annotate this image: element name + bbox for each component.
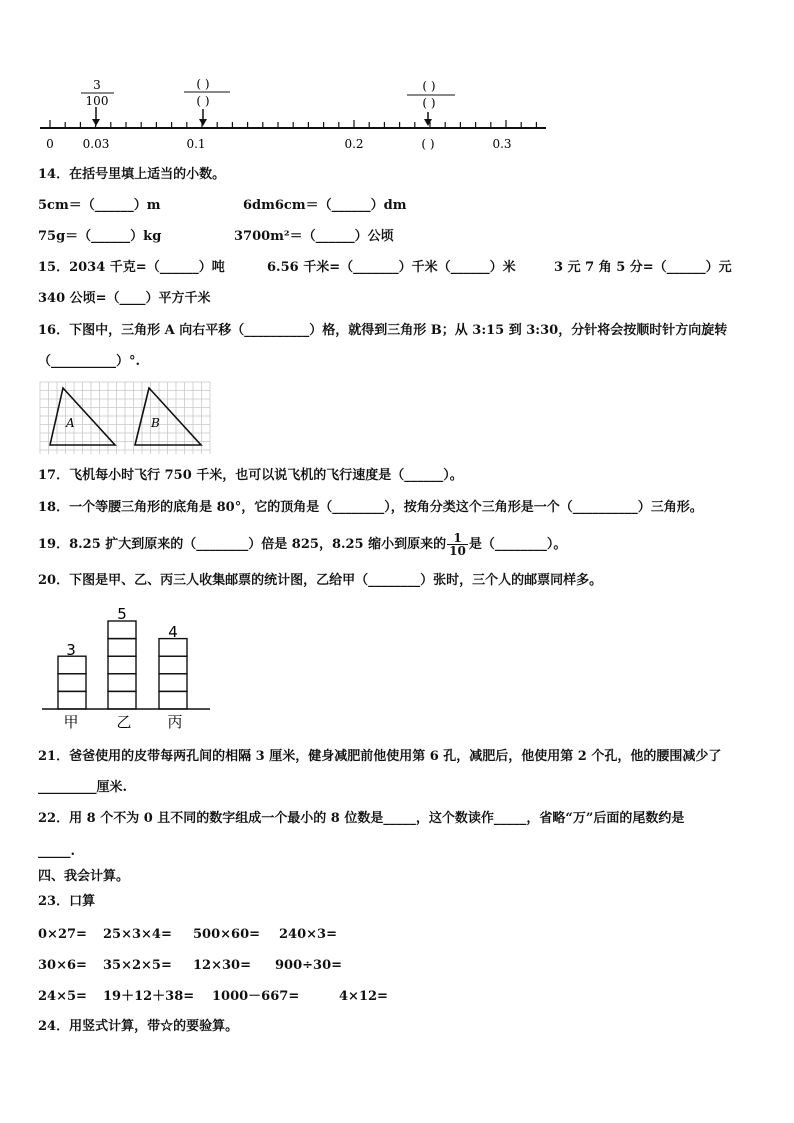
- triangle-b: [135, 388, 201, 445]
- q15-part-3: 3 元 7 角 5 分=（______）元: [554, 260, 732, 275]
- q19-text-before: 19．8.25 扩大到原来的（________）倍是 825，8.25 缩小到原来的: [38, 537, 447, 552]
- q14-item-3: 75g＝（______）kg: [38, 229, 162, 244]
- pointer-arrow-head: [92, 119, 100, 126]
- question-18: 18．一个等腰三角形的底角是 80°，它的顶角是（________），按角分类这个三角形是一个（__________）三角形。: [38, 500, 703, 515]
- blank-fraction-denominator: ( ): [422, 96, 436, 110]
- oral-calc-r1-c1: 0×27=: [38, 927, 87, 942]
- name-label-yi: 乙: [116, 713, 132, 731]
- oral-calc-r2-c2: 35×2×5=: [103, 958, 172, 973]
- oral-calc-r1-c2: 25×3×4=: [103, 927, 172, 942]
- count-label-jia: 3: [66, 641, 76, 659]
- oral-calc-r3-c1: 24×5=: [38, 989, 87, 1004]
- q22-line-1: 22．用 8 个不为 0 且不同的数字组成一个最小的 8 位数是_____，这个数读作_____，省略“万”后面的尾数约是: [38, 811, 685, 826]
- q16-line-1: 16．下图中，三角形 A 向右平移（__________）格，就得到三角形 B；从 3:15 到 3:30，分针将会按顺时针方向旋转: [38, 323, 728, 338]
- section-4-heading: 四、我会计算。: [38, 869, 130, 884]
- triangle-a-label: A: [66, 416, 75, 430]
- tick-label-0: 0: [46, 137, 54, 151]
- fraction-3-100-denominator: 100: [85, 94, 109, 108]
- stamp-block: [159, 691, 187, 709]
- q21-line-2: _________厘米.: [38, 780, 128, 795]
- stamp-block: [58, 691, 86, 709]
- question-24: 24．用竖式计算，带☆的要验算。: [38, 1019, 239, 1034]
- pointer-arrow-head: [199, 119, 207, 126]
- stamp-block: [108, 621, 136, 639]
- tick-label-0.2: 0.2: [344, 137, 364, 151]
- translation-grid-figure: [38, 380, 214, 456]
- number-line-figure: [36, 76, 556, 156]
- count-label-yi: 5: [117, 605, 127, 623]
- stamp-block: [159, 639, 187, 657]
- question-14-title: 14．在括号里填上适当的小数。: [38, 167, 226, 182]
- stamp-block: [159, 656, 187, 674]
- tick-label-0.03: 0.03: [82, 137, 110, 151]
- name-label-bing: 丙: [167, 713, 183, 731]
- blank-fraction-numerator: ( ): [196, 77, 210, 91]
- q16-line-2: （__________）°.: [38, 354, 141, 369]
- stamps-stack-chart: [38, 602, 214, 732]
- q22-line-2: _____.: [38, 844, 76, 859]
- stamp-block: [108, 674, 136, 692]
- oral-calc-r3-c3: 1000－667=: [212, 989, 300, 1004]
- triangle-b-label: B: [151, 416, 160, 430]
- blank-fraction-numerator: ( ): [422, 79, 436, 93]
- number-line-ticks: [50, 120, 536, 128]
- q14-item-1: 5cm＝（______）m: [38, 198, 161, 213]
- q14-item-2: 6dm6cm＝（______）dm: [243, 198, 407, 213]
- oral-calc-r2-c4: 900÷30=: [275, 958, 343, 973]
- q15-line-2: 340 公顷=（____）平方千米: [38, 291, 211, 306]
- q21-line-1: 21．爸爸使用的皮带每两孔间的相隔 3 厘米，健身减肥前他使用第 6 孔，减肥后，他使用第 2 个孔，他的腰围减少了: [38, 749, 722, 764]
- count-label-bing: 4: [168, 623, 178, 641]
- oral-calc-r3-c2: 19＋12＋38=: [103, 989, 195, 1004]
- question-17: 17．飞机每小时飞行 750 千米，也可以说飞机的飞行速度是（______）。: [38, 468, 463, 483]
- blank-fraction-denominator: ( ): [196, 94, 210, 108]
- q15-part-1: 15．2034 千克=（______）吨: [38, 260, 225, 275]
- stamp-block: [108, 639, 136, 657]
- oral-calc-r3-c4: 4×12=: [339, 989, 388, 1004]
- pointer-arrow-head: [424, 119, 432, 126]
- fraction-3-100-numerator: 3: [93, 78, 101, 92]
- stamp-block: [58, 674, 86, 692]
- stamp-block: [108, 691, 136, 709]
- oral-calc-r2-c3: 12×30=: [193, 958, 251, 973]
- q19-text-after: 是（________）。: [468, 537, 567, 552]
- stamp-block: [108, 656, 136, 674]
- tick-label-blank: ( ): [421, 137, 435, 151]
- name-label-jia: 甲: [63, 713, 79, 731]
- fraction-one-tenth: [447, 532, 468, 557]
- stamp-block: [159, 674, 187, 692]
- question-20: 20．下图是甲、乙、丙三人收集邮票的统计图，乙给甲（________）张时，三个人的邮票同样多。: [38, 573, 603, 588]
- question-23-title: 23．口算: [38, 894, 96, 909]
- q15-part-2: 6.56 千米=（_______）千米（______）米: [267, 260, 516, 275]
- fraction-denominator: 10: [449, 544, 466, 558]
- question-19: [38, 532, 566, 557]
- tick-label-0.1: 0.1: [186, 137, 206, 151]
- oral-calc-r1-c3: 500×60=: [193, 927, 261, 942]
- oral-calc-r2-c1: 30×6=: [38, 958, 87, 973]
- tick-label-0.3: 0.3: [492, 137, 512, 151]
- oral-calc-r1-c4: 240×3=: [279, 927, 337, 942]
- q14-item-4: 3700m²＝（______）公顷: [234, 229, 394, 244]
- fraction-numerator: 1: [447, 532, 468, 545]
